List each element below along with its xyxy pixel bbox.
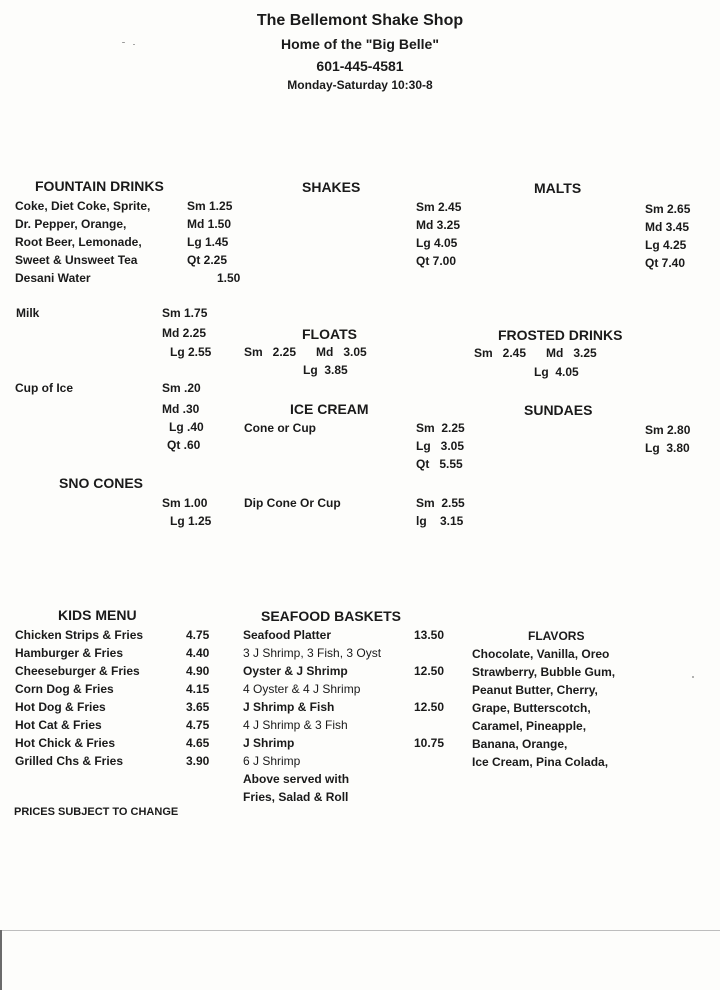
seafood-note: Fries, Salad & Roll [243,790,349,804]
kids-price: 4.75 [186,628,210,642]
kids-item: Chicken Strips & Fries [15,628,144,642]
floats-price-row: Sm 2.25 Md 3.05 [244,345,367,359]
shop-name: The Bellemont Shake Shop [256,12,464,29]
fountain-item: Dr. Pepper, Orange, [15,217,127,231]
sundaes-title: SUNDAES [524,402,593,418]
malts-price: Lg 4.25 [645,238,687,252]
fountain-item: Root Beer, Lemonade, [15,235,142,249]
fountain-item: Desani Water [15,271,91,285]
sno-cones-price: Lg 1.25 [170,514,212,528]
ice-cream-cone-price: Qt 5.55 [416,457,463,471]
seafood-item-name: J Shrimp [243,736,295,750]
malts-price: Qt 7.40 [645,256,686,270]
dip-cone-price: Sm 2.55 [416,496,465,510]
frosted-price-row: Lg 4.05 [534,365,579,379]
sno-cones-price: Sm 1.00 [162,496,208,510]
fountain-price: 1.50 [217,271,241,285]
milk-price: Lg 2.55 [170,345,212,359]
shakes-price: Sm 2.45 [416,200,462,214]
seafood-note: Above served with [243,772,350,786]
seafood-item-desc: 3 J Shrimp, 3 Fish, 3 Oyst [243,646,382,660]
flavors-line: Peanut Butter, Cherry, [472,683,598,697]
kids-price: 4.15 [186,682,210,696]
kids-item: Hot Dog & Fries [15,700,106,714]
kids-item: Hot Chick & Fries [15,736,116,750]
cup-of-ice-price: Lg .40 [169,420,204,434]
kids-price: 4.40 [186,646,210,660]
prices-disclaimer: PRICES SUBJECT TO CHANGE [14,806,179,818]
flavors-title: FLAVORS [528,629,585,643]
phone-number: 601-445-4581 [316,58,404,74]
seafood-price: 10.75 [414,736,445,750]
seafood-price: 13.50 [414,628,445,642]
fountain-item: Coke, Diet Coke, Sprite, [15,199,151,213]
frosted-price-row: Sm 2.45 Md 3.25 [474,346,597,360]
fountain-item: Sweet & Unsweet Tea [15,253,138,267]
shakes-price: Lg 4.05 [416,236,458,250]
sno-cones-title: SNO CONES [59,475,144,491]
kids-price: 3.65 [186,700,210,714]
frosted-drinks-title: FROSTED DRINKS [498,327,623,343]
cup-of-ice-price: Md .30 [162,402,200,416]
dip-cone-label: Dip Cone Or Cup [244,496,341,510]
floats-title: FLOATS [302,326,357,342]
seafood-item-name: Seafood Platter [243,628,332,642]
cup-of-ice-price: Qt .60 [167,438,201,452]
flavors-line: Grape, Butterscotch, [472,701,591,715]
seafood-price: 12.50 [414,700,445,714]
scan-speck [133,44,135,45]
shakes-price: Md 3.25 [416,218,461,232]
kids-price: 3.90 [186,754,210,768]
ice-cream-cone-price: Lg 3.05 [416,439,465,453]
scan-speck [692,676,694,678]
malts-price: Sm 2.65 [645,202,691,216]
kids-price: 4.65 [186,736,210,750]
dip-cone-price: lg 3.15 [416,514,464,528]
kids-price: 4.90 [186,664,210,678]
fountain-price: Lg 1.45 [187,235,229,249]
flavors-line: Strawberry, Bubble Gum, [472,665,616,679]
seafood-item-desc: 4 J Shrimp & 3 Fish [243,718,348,732]
shakes-title: SHAKES [302,179,361,195]
seafood-item-name: Oyster & J Shrimp [243,664,348,678]
opening-hours: Monday-Saturday 10:30-8 [287,78,433,92]
fountain-price: Qt 2.25 [187,253,228,267]
cup-of-ice-label: Cup of Ice [15,381,74,395]
sundaes-price: Sm 2.80 [645,423,691,437]
scan-page-edge [0,930,720,931]
flavors-line: Ice Cream, Pina Colada, [472,755,609,769]
seafood-baskets-title: SEAFOOD BASKETS [261,608,402,624]
ice-cream-title: ICE CREAM [290,401,369,417]
kids-item: Corn Dog & Fries [15,682,114,696]
kids-price: 4.75 [186,718,210,732]
kids-item: Grilled Chs & Fries [15,754,124,768]
flavors-line: Caramel, Pineapple, [472,719,587,733]
kids-item: Cheeseburger & Fries [15,664,140,678]
ice-cream-cone-price: Sm 2.25 [416,421,465,435]
kids-item: Hot Cat & Fries [15,718,102,732]
milk-label: Milk [16,306,40,320]
cup-of-ice-price: Sm .20 [162,381,201,395]
kids-menu-title: KIDS MENU [58,607,137,623]
kids-item: Hamburger & Fries [15,646,124,660]
milk-price: Sm 1.75 [162,306,208,320]
tagline: Home of the "Big Belle" [281,36,439,52]
seafood-item-desc: 4 Oyster & 4 J Shrimp [243,682,361,696]
scan-speck [122,42,125,43]
milk-price: Md 2.25 [162,326,207,340]
fountain-price: Sm 1.25 [187,199,233,213]
seafood-price: 12.50 [414,664,445,678]
scan-corner-edge [0,930,2,990]
seafood-item-name: J Shrimp & Fish [243,700,335,714]
flavors-line: Banana, Orange, [472,737,568,751]
fountain-drinks-title: FOUNTAIN DRINKS [35,178,164,194]
sundaes-price: Lg 3.80 [645,441,690,455]
malts-price: Md 3.45 [645,220,690,234]
shakes-price: Qt 7.00 [416,254,457,268]
floats-price-row: Lg 3.85 [303,363,348,377]
ice-cream-cone-label: Cone or Cup [244,421,316,435]
fountain-price: Md 1.50 [187,217,232,231]
flavors-line: Chocolate, Vanilla, Oreo [472,647,610,661]
malts-title: MALTS [534,180,582,196]
seafood-item-desc: 6 J Shrimp [243,754,301,768]
